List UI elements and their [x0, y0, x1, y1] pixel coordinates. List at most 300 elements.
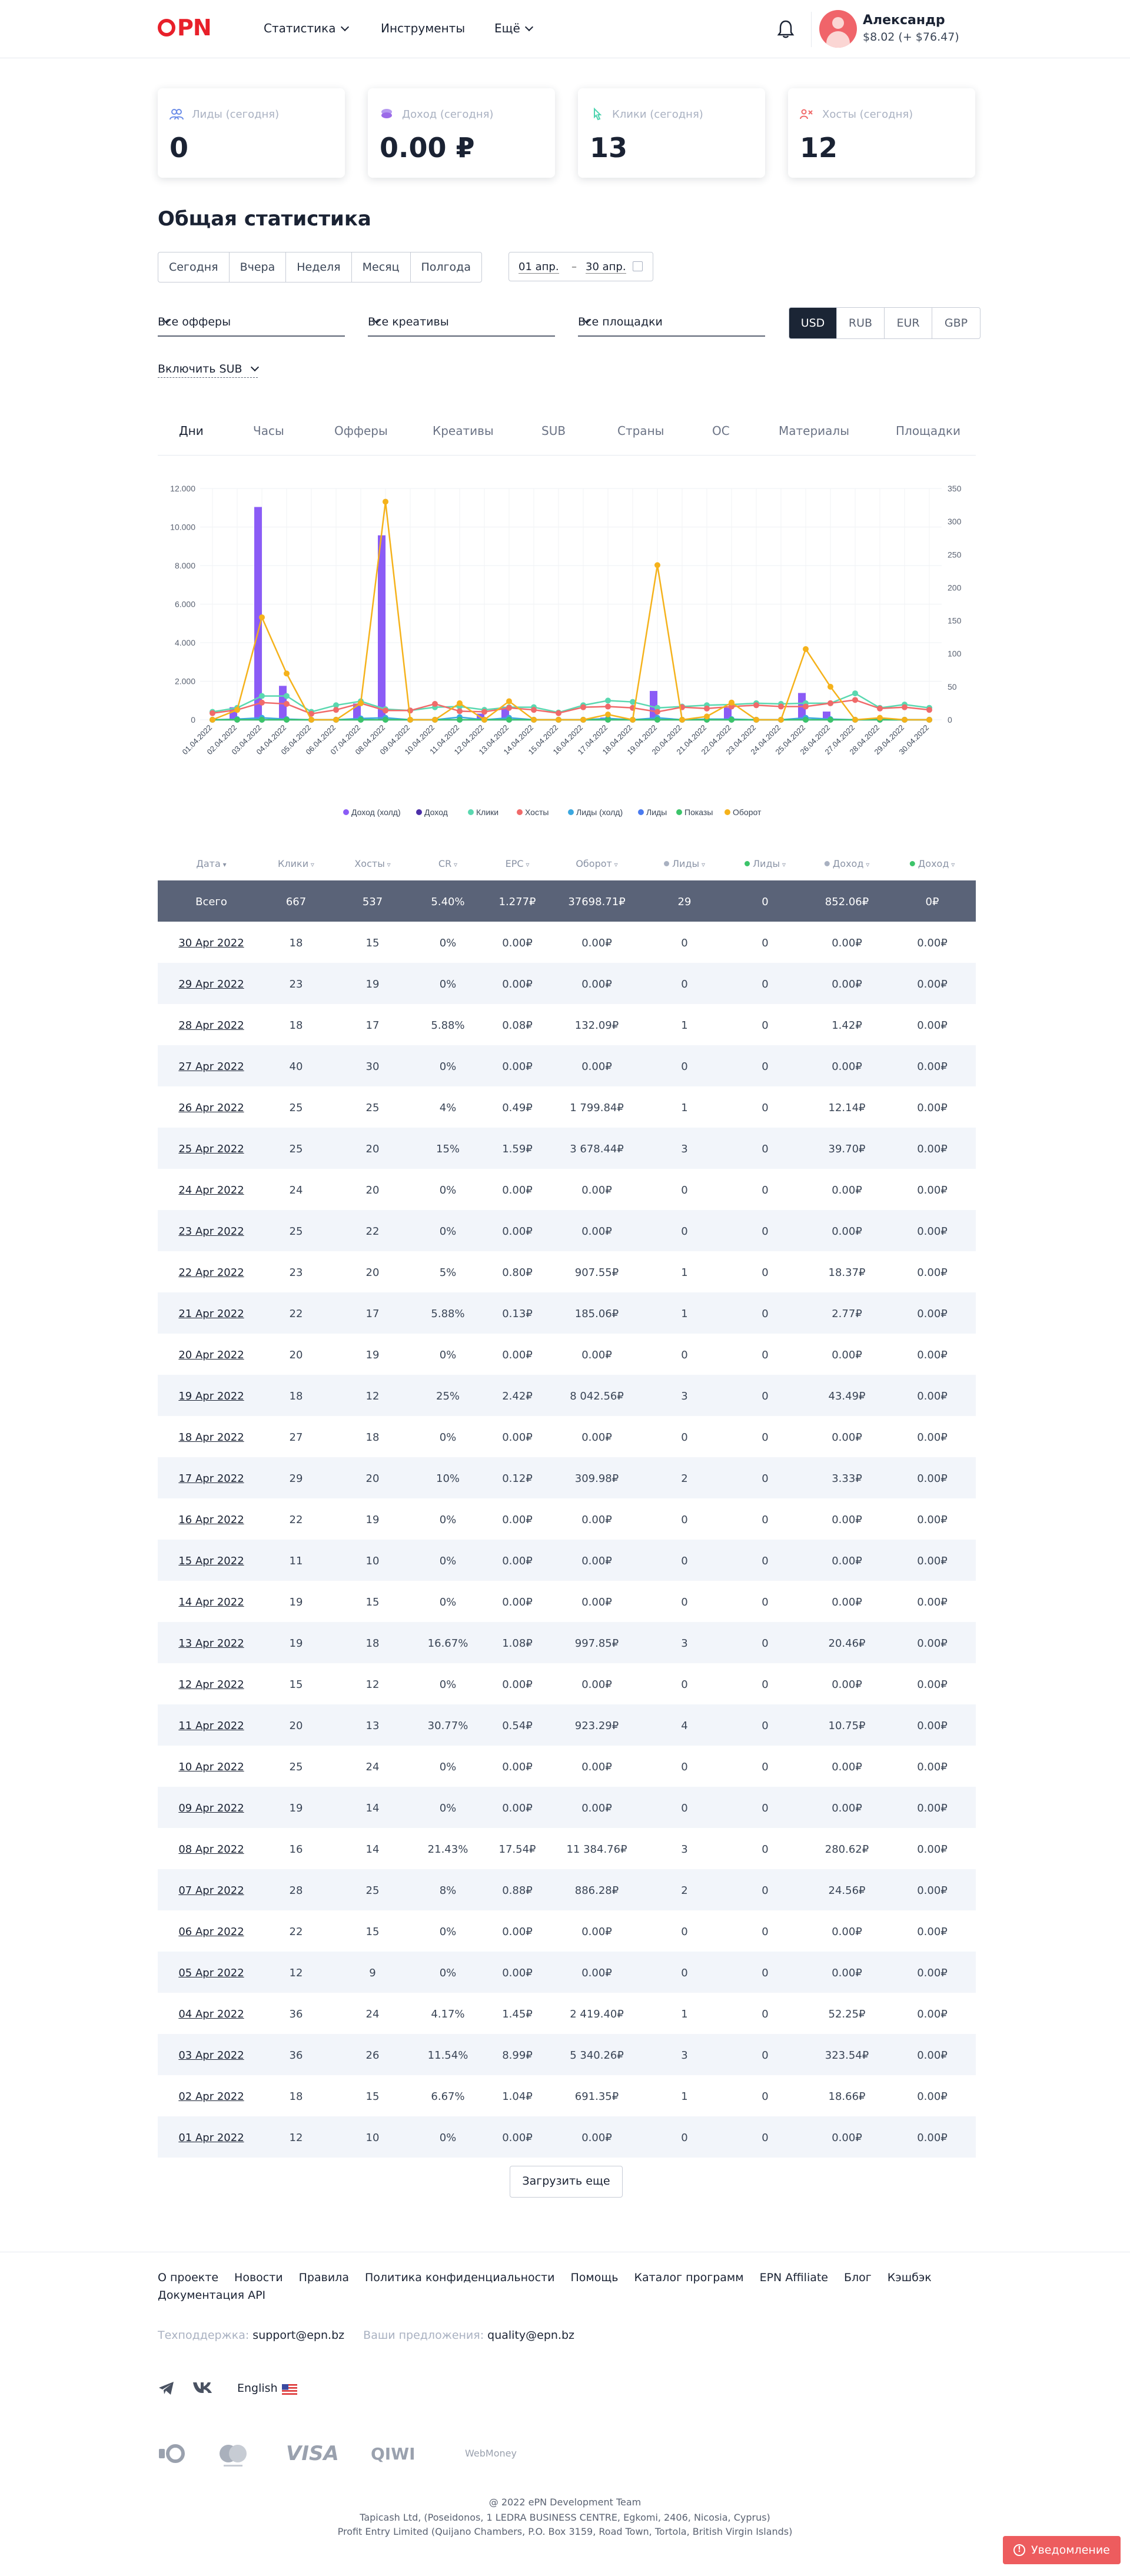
stats-chart	[158, 471, 976, 824]
date-from-input[interactable]: 01 апр.	[519, 261, 559, 273]
user-name[interactable]: Александр	[863, 13, 945, 28]
date-to-input[interactable]: 30 апр.	[586, 261, 626, 273]
table-cell: 10	[365, 2132, 380, 2144]
table-cell: 0%	[439, 1184, 457, 1196]
nav-more[interactable]	[494, 21, 532, 35]
chart-point	[481, 709, 487, 715]
load-more-button[interactable]: Загрузить еще	[510, 2166, 623, 2198]
table-cell: 19	[365, 978, 380, 990]
vk-icon[interactable]	[192, 2381, 215, 2395]
table-cell: 1	[681, 2008, 688, 2020]
chevron-down-icon	[250, 363, 258, 371]
row-date-link[interactable]: 21 Apr 2022	[178, 1308, 244, 1320]
legend-label: Оборот	[733, 807, 762, 817]
table-cell: 0	[762, 1802, 769, 1814]
nav-more-label: Ещё	[494, 21, 520, 35]
footer-link[interactable]: О проекте	[158, 2271, 219, 2284]
row-date-link[interactable]: 23 Apr 2022	[178, 1225, 244, 1238]
row-date-link[interactable]: 27 Apr 2022	[178, 1061, 244, 1073]
chart-point	[210, 717, 215, 723]
table-cell: 1	[681, 1102, 688, 1114]
chart-point	[210, 710, 215, 716]
x-tick-label: 10.04.2022	[403, 723, 437, 757]
chart-point	[407, 707, 413, 713]
table-row	[158, 1086, 976, 1128]
row-date-link[interactable]: 12 Apr 2022	[178, 1678, 244, 1691]
sort-icon[interactable]: ▿	[699, 860, 705, 869]
page-title: Общая статистика	[158, 207, 371, 231]
table-cell: 18	[365, 1637, 380, 1650]
sort-icon[interactable]: ▿	[863, 860, 870, 869]
table-cell: 0.00₽	[917, 1019, 948, 1032]
chart-point	[383, 717, 388, 723]
click-icon	[590, 107, 604, 121]
row-date-link[interactable]: 18 Apr 2022	[178, 1431, 244, 1444]
chart-point	[383, 707, 388, 713]
chart-point	[383, 498, 388, 504]
table-cell: 1	[681, 1308, 688, 1320]
table-cell: 2.42₽	[502, 1390, 533, 1402]
chart-point	[333, 707, 339, 713]
column-header-label: Лиды	[753, 858, 780, 869]
nav-tools-label: Инструменты	[381, 21, 466, 35]
table-cell: 0	[681, 2132, 688, 2144]
table-cell: 19	[289, 1637, 303, 1650]
chart-bar	[254, 507, 262, 720]
table-cell: 0%	[439, 1349, 457, 1361]
nav-statistics-label: Статистика	[264, 21, 336, 35]
bell-icon[interactable]	[777, 19, 795, 39]
table-cell: 20	[365, 1184, 380, 1196]
currency-usd-button[interactable]: USD	[789, 308, 837, 338]
table-cell: 3 678.44₽	[570, 1143, 624, 1155]
table-cell: 10%	[436, 1473, 460, 1485]
chart-point	[778, 717, 784, 723]
table-cell: 0.00₽	[502, 1761, 533, 1773]
chart-point	[432, 701, 438, 707]
kpi-value: 13	[590, 132, 628, 164]
table-cell: 0.08₽	[502, 1019, 533, 1032]
table-cell: 3	[681, 1637, 688, 1650]
table-cell: 0.00₽	[832, 1926, 862, 1938]
table-cell: 0.00₽	[917, 2132, 948, 2144]
table-cell: 1.42₽	[832, 1019, 862, 1032]
nav-tools[interactable]	[381, 21, 465, 35]
period-today-button[interactable]: Сегодня	[158, 252, 230, 282]
chart-point	[259, 693, 265, 699]
legend-dot	[724, 809, 730, 815]
footer-link[interactable]: Блог	[844, 2271, 872, 2284]
column-header[interactable]	[438, 858, 457, 869]
table-cell: 0	[681, 937, 688, 949]
table-cell: 0%	[439, 1431, 457, 1444]
table-cell: 0	[681, 1926, 688, 1938]
table-cell: 0	[762, 2008, 769, 2020]
chart-point	[926, 707, 932, 713]
sub-toggle-label: Включить SUB	[158, 363, 242, 375]
table-cell: 28	[289, 1884, 303, 1897]
table-cell: 18.37₽	[828, 1267, 866, 1279]
row-date-link[interactable]: 15 Apr 2022	[178, 1555, 244, 1567]
row-date-link[interactable]: 10 Apr 2022	[178, 1761, 244, 1773]
currency-switcher	[789, 307, 981, 339]
x-tick-label: 26.04.2022	[798, 723, 832, 757]
chart-point	[852, 717, 858, 723]
tab-creatives[interactable]: Креативы	[433, 424, 494, 438]
table-cell: 1.08₽	[502, 1637, 533, 1650]
row-date-link[interactable]: 08 Apr 2022	[178, 1843, 244, 1856]
x-tick-label: 03.04.2022	[230, 723, 264, 757]
legend-label: Лиды	[646, 807, 667, 817]
table-cell: 0	[681, 1349, 688, 1361]
column-header[interactable]	[910, 858, 955, 869]
table-cell: 12	[289, 2132, 303, 2144]
table-cell: 0.00₽	[581, 2132, 612, 2144]
row-date-link[interactable]: 03 Apr 2022	[178, 2049, 244, 2062]
currency-eur-button[interactable]: EUR	[885, 308, 932, 338]
table-cell: 10	[365, 1555, 380, 1567]
row-date-link[interactable]: 25 Apr 2022	[178, 1143, 244, 1155]
row-date-link[interactable]: 20 Apr 2022	[178, 1349, 244, 1361]
legend-dot	[910, 861, 915, 866]
x-tick-label: 20.04.2022	[650, 723, 684, 757]
sort-icon[interactable]: ▿	[523, 860, 530, 869]
row-date-link[interactable]: 05 Apr 2022	[178, 1967, 244, 1979]
table-cell: 886.28₽	[574, 1884, 619, 1897]
table-cell: Всего	[195, 896, 227, 908]
table-cell: 11	[289, 1555, 303, 1567]
table-row	[158, 1292, 976, 1334]
x-tick-label: 22.04.2022	[699, 723, 733, 757]
kpi-label: Лиды (сегодня)	[192, 108, 280, 121]
support-email-link[interactable]: support@epn.bz	[252, 2329, 345, 2342]
chart-point	[457, 700, 463, 706]
table-cell: 0	[762, 2090, 769, 2103]
table-cell: 0.00₽	[832, 1061, 862, 1073]
table-cell: 0.00₽	[502, 1596, 533, 1608]
chart-point	[333, 717, 339, 723]
sort-icon[interactable]: ▿	[384, 860, 391, 869]
table-cell: 15	[289, 1678, 303, 1691]
y-right-tick-label: 250	[948, 550, 962, 560]
table-cell: 24	[365, 2008, 380, 2020]
table-cell: 3	[681, 1143, 688, 1155]
creatives-select[interactable]	[368, 310, 555, 337]
table-cell: 14	[365, 1843, 380, 1856]
row-date-link[interactable]: 29 Apr 2022	[178, 978, 244, 990]
period-month-button[interactable]: Месяц	[352, 252, 411, 282]
table-cell: 12	[289, 1967, 303, 1979]
table-cell: 0	[681, 1967, 688, 1979]
table-cell: 0	[762, 2049, 769, 2062]
table-cell: 30	[365, 1061, 380, 1073]
currency-rub-button[interactable]: RUB	[837, 308, 885, 338]
table-cell: 0	[762, 896, 769, 908]
sort-icon[interactable]: ▿	[451, 860, 458, 869]
table-cell: 22	[289, 1308, 303, 1320]
table-cell: 0.00₽	[581, 1225, 612, 1238]
y-left-tick-label: 10.000	[170, 522, 195, 532]
table-cell: 3	[681, 1843, 688, 1856]
table-cell: 0.00₽	[917, 1884, 948, 1897]
row-date-link[interactable]: 19 Apr 2022	[178, 1390, 244, 1402]
tab-sites[interactable]: Площадки	[896, 424, 961, 438]
chart-point	[704, 706, 710, 712]
column-header[interactable]	[576, 858, 617, 869]
period-yesterday-button[interactable]: Вчера	[230, 252, 287, 282]
table-cell: 0.00₽	[502, 1184, 533, 1196]
table-cell: 24	[289, 1184, 303, 1196]
row-date-link[interactable]: 06 Apr 2022	[178, 1926, 244, 1938]
table-cell: 0	[762, 1555, 769, 1567]
table-cell: 36	[289, 2008, 303, 2020]
table-cell: 0	[762, 1720, 769, 1732]
chart-point	[778, 704, 784, 710]
table-cell: 23	[289, 1267, 303, 1279]
qiwi-logo: QIWI	[371, 2444, 416, 2464]
chart-point	[827, 700, 833, 706]
table-cell: 17	[365, 1308, 380, 1320]
row-date-link[interactable]: 11 Apr 2022	[178, 1720, 244, 1732]
period-halfyear-button[interactable]: Полгода	[421, 261, 471, 274]
table-cell: 0.00₽	[502, 1431, 533, 1444]
table-cell: 0	[762, 1225, 769, 1238]
footer-link[interactable]: Правила	[298, 2271, 349, 2284]
table-cell: 0	[762, 1308, 769, 1320]
legend-label: Доход	[424, 807, 448, 817]
table-cell: 2.77₽	[832, 1308, 862, 1320]
chart-bar	[378, 536, 385, 720]
table-cell: 0.00₽	[502, 1802, 533, 1814]
chevron-down-icon	[340, 23, 348, 31]
row-date-link[interactable]: 09 Apr 2022	[178, 1802, 244, 1814]
row-date-link[interactable]: 17 Apr 2022	[178, 1473, 244, 1485]
chart-point	[556, 717, 561, 723]
nav-statistics[interactable]	[264, 21, 348, 35]
table-cell: 0	[681, 1596, 688, 1608]
chart-point	[630, 717, 636, 723]
row-date-link[interactable]: 26 Apr 2022	[178, 1102, 244, 1114]
table-row	[158, 1128, 976, 1169]
table-row	[158, 1828, 976, 1869]
chart-point	[803, 646, 809, 652]
chart-point	[605, 697, 611, 703]
table-cell: 323.54₽	[825, 2049, 869, 2062]
row-date-link[interactable]: 02 Apr 2022	[178, 2090, 244, 2103]
table-cell: 20.46₽	[828, 1637, 866, 1650]
x-tick-label: 09.04.2022	[378, 723, 412, 757]
tab-hours[interactable]: Часы	[253, 424, 284, 438]
sites-select[interactable]	[578, 310, 765, 337]
chart-line	[212, 501, 929, 720]
table-row	[158, 1663, 976, 1704]
tab-os[interactable]: ОС	[712, 424, 730, 438]
sort-icon[interactable]: ▿	[949, 860, 955, 869]
chart-point	[556, 710, 561, 716]
sort-icon[interactable]: ▿	[780, 860, 786, 869]
sort-icon[interactable]: ▾	[220, 860, 227, 869]
row-date-link[interactable]: 16 Apr 2022	[178, 1514, 244, 1526]
legend-dot	[676, 809, 682, 815]
table-cell: 9	[369, 1967, 376, 1979]
column-header[interactable]	[506, 858, 530, 869]
row-date-link[interactable]: 14 Apr 2022	[178, 1596, 244, 1608]
tab-materials[interactable]: Материалы	[779, 424, 849, 438]
sort-icon[interactable]: ▿	[611, 860, 618, 869]
kpi-card-income	[368, 88, 555, 178]
row-date-link[interactable]: 28 Apr 2022	[178, 1019, 244, 1032]
table-cell: 2	[681, 1473, 688, 1485]
column-header[interactable]	[354, 858, 390, 869]
table-cell: 0.00₽	[502, 1225, 533, 1238]
table-cell: 0	[762, 1884, 769, 1897]
table-cell: 0.00₽	[832, 1678, 862, 1691]
table-cell: 15	[365, 1926, 380, 1938]
user-balance: $8.02 (+ $76.47)	[863, 31, 959, 44]
kpi-value: 12	[800, 132, 838, 164]
row-date-link[interactable]: 30 Apr 2022	[178, 937, 244, 949]
ideas-email-link[interactable]: quality@epn.bz	[487, 2329, 575, 2342]
support-label: Техподдержка:	[158, 2329, 250, 2342]
chart-point	[605, 704, 611, 710]
offers-select-value: Все офферы	[158, 315, 231, 328]
sort-icon[interactable]: ▿	[308, 860, 314, 869]
table-row	[158, 1210, 976, 1251]
table-cell: 0%	[439, 1514, 457, 1526]
legend-dot	[825, 861, 830, 866]
column-header[interactable]	[664, 858, 705, 869]
table-cell: 0.00₽	[581, 1926, 612, 1938]
table-row	[158, 1004, 976, 1045]
table-cell: 0.88₽	[502, 1884, 533, 1897]
table-cell: 0	[762, 1596, 769, 1608]
table-cell: 0	[762, 978, 769, 990]
footer-link[interactable]: Каталог программ	[634, 2271, 744, 2284]
column-header[interactable]	[196, 858, 226, 869]
table-cell: 0.00₽	[581, 1596, 612, 1608]
footer-link[interactable]: Политика конфиденциальности	[364, 2271, 555, 2284]
table-total-row	[158, 880, 976, 922]
y-left-tick-label: 12.000	[170, 484, 195, 493]
table-cell: 0%	[439, 1596, 457, 1608]
table-cell: 0.00₽	[917, 1143, 948, 1155]
table-cell: 19	[365, 1349, 380, 1361]
footer-link[interactable]: Помощь	[570, 2271, 619, 2284]
table-cell: 24	[365, 1761, 380, 1773]
table-header	[158, 845, 976, 880]
footer-link[interactable]: Новости	[234, 2271, 283, 2284]
table-cell: 0.00₽	[917, 937, 948, 949]
table-cell: 0.00₽	[917, 978, 948, 990]
table-cell: 0.00₽	[832, 1225, 862, 1238]
table-cell: 8 042.56₽	[570, 1390, 624, 1402]
table-cell: 8%	[439, 1884, 457, 1897]
chart-point	[234, 707, 240, 713]
telegram-icon[interactable]	[158, 2381, 175, 2396]
column-header[interactable]	[745, 858, 786, 869]
footer-link[interactable]: Кэшбэк	[887, 2271, 932, 2284]
footer-link-api[interactable]: Документация API	[158, 2289, 266, 2302]
table-cell: 0	[762, 1019, 769, 1032]
footer-link[interactable]: EPN Affiliate	[759, 2271, 828, 2284]
table-cell: 26	[365, 2049, 380, 2062]
column-header[interactable]	[278, 858, 314, 869]
table-cell: 0.00₽	[832, 1967, 862, 1979]
tab-sub[interactable]: SUB	[541, 424, 566, 438]
x-tick-label: 27.04.2022	[823, 723, 857, 757]
table-cell: 0	[762, 1431, 769, 1444]
header-divider	[811, 12, 812, 47]
row-date-link[interactable]: 13 Apr 2022	[178, 1637, 244, 1650]
table-row	[158, 1787, 976, 1828]
table-cell: 1.59₽	[502, 1143, 533, 1155]
currency-gbp-button[interactable]: GBP	[944, 317, 968, 330]
tab-countries[interactable]: Страны	[617, 424, 664, 438]
epn-logo[interactable]: PN	[158, 15, 211, 41]
table-cell: 1.45₽	[502, 2008, 533, 2020]
y-left-tick-label: 4.000	[174, 638, 195, 647]
table-cell: 0.00₽	[581, 1061, 612, 1073]
avatar[interactable]	[819, 10, 857, 48]
x-tick-label: 04.04.2022	[254, 723, 288, 757]
table-cell: 25	[365, 1884, 380, 1897]
row-date-link[interactable]: 04 Apr 2022	[178, 2008, 244, 2020]
language-switcher[interactable]: English	[237, 2382, 278, 2395]
calendar-icon[interactable]	[633, 261, 643, 271]
table-cell: 0	[762, 1967, 769, 1979]
table-cell: 0.00₽	[917, 1802, 948, 1814]
table-cell: 25	[289, 1761, 303, 1773]
chart-point	[284, 701, 290, 707]
chart-point	[506, 705, 512, 711]
table-cell: 0.00₽	[832, 1514, 862, 1526]
kpi-value: 0.00 ₽	[380, 132, 475, 164]
x-tick-label: 07.04.2022	[328, 723, 363, 757]
table-cell: 0.00₽	[917, 1225, 948, 1238]
footer	[0, 2252, 1130, 2576]
chart-point	[358, 717, 364, 723]
table-cell: 0.00₽	[917, 1267, 948, 1279]
offers-select[interactable]	[158, 310, 345, 337]
x-tick-label: 16.04.2022	[551, 723, 585, 757]
table-cell: 0.00₽	[917, 1308, 948, 1320]
row-date-link[interactable]: 01 Apr 2022	[178, 2132, 244, 2144]
row-date-link[interactable]: 24 Apr 2022	[178, 1184, 244, 1196]
period-week-button[interactable]: Неделя	[286, 252, 351, 282]
x-tick-label: 12.04.2022	[452, 723, 486, 757]
notification-button[interactable]	[1003, 2536, 1121, 2564]
column-header-label: Оборот	[576, 858, 612, 869]
table-cell: 0.00₽	[917, 1431, 948, 1444]
column-header-label: Дата	[196, 858, 221, 869]
table-cell: 0.00₽	[917, 1061, 948, 1073]
row-date-link[interactable]: 22 Apr 2022	[178, 1267, 244, 1279]
date-range-picker[interactable]	[508, 252, 653, 281]
row-date-link[interactable]: 07 Apr 2022	[178, 1884, 244, 1897]
tab-days[interactable]: Дни	[179, 424, 204, 438]
table-cell: 691.35₽	[574, 2090, 619, 2103]
table-cell: 0.00₽	[581, 1514, 612, 1526]
sub-toggle[interactable]	[158, 363, 258, 378]
chart-point	[259, 614, 265, 620]
table-cell: 20	[365, 1267, 380, 1279]
legend-dot	[638, 809, 644, 815]
table-cell: 18.66₽	[828, 2090, 866, 2103]
y-left-tick-label: 8.000	[174, 561, 195, 570]
tab-offers[interactable]: Офферы	[334, 424, 388, 438]
column-header[interactable]	[825, 858, 869, 869]
table-cell: 0.12₽	[502, 1473, 533, 1485]
